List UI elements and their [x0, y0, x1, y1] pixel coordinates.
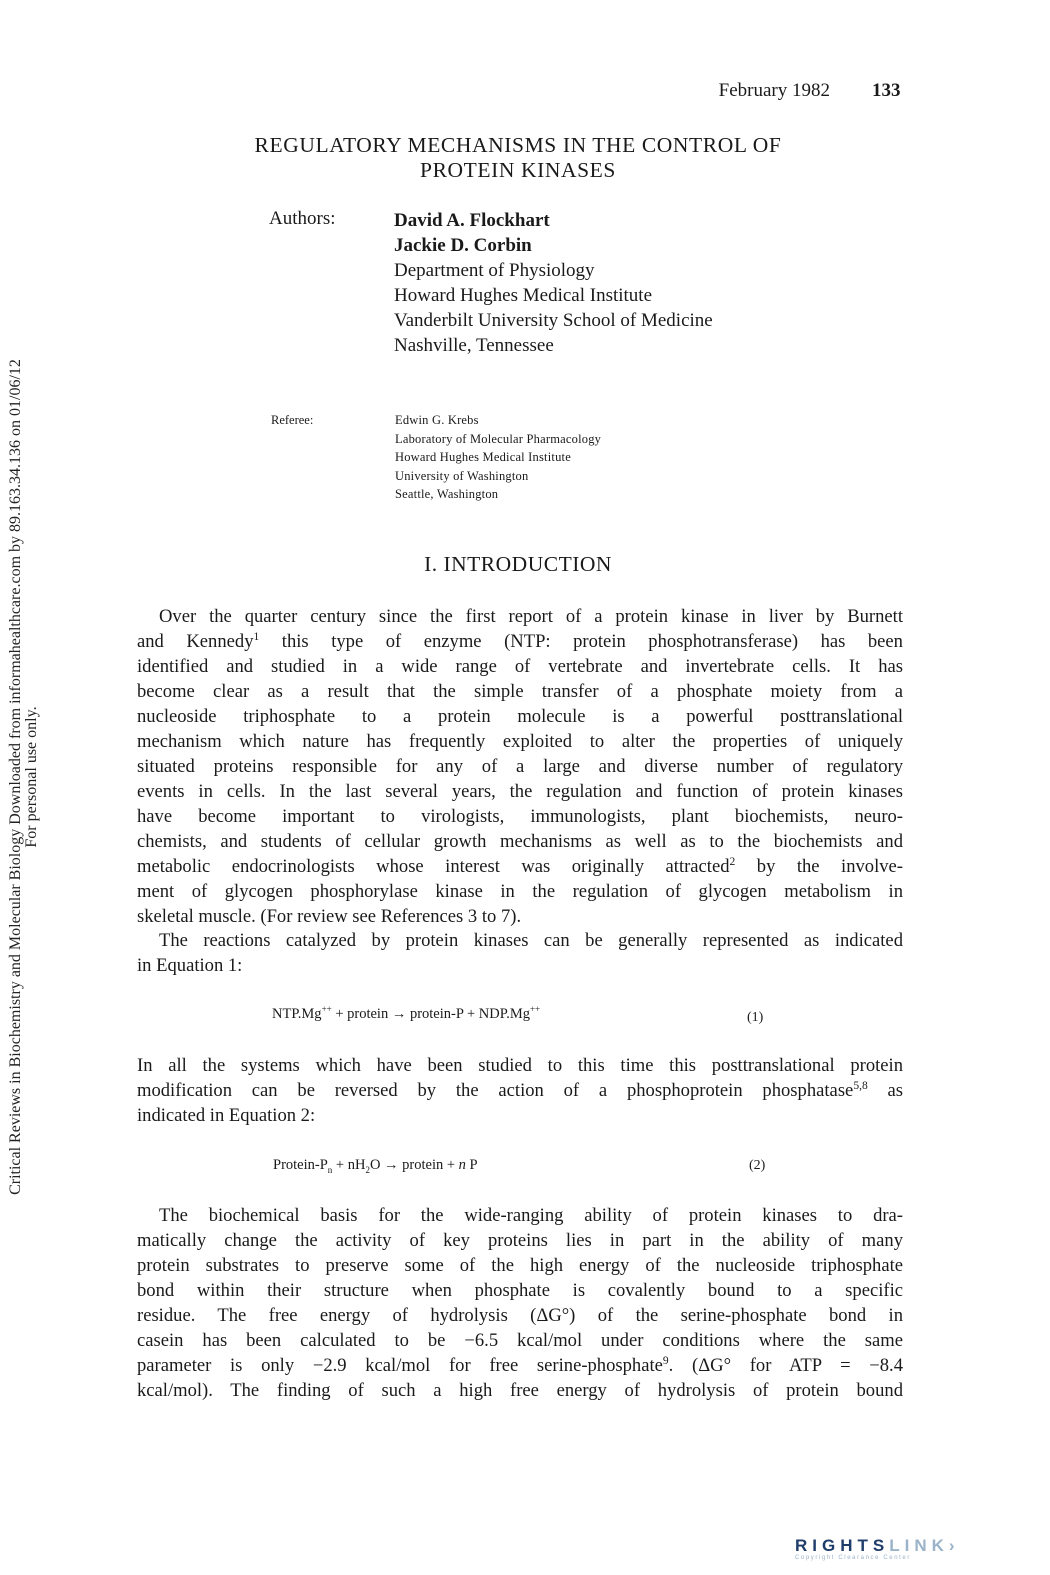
watermark-line-2: For personal use only.	[23, 706, 40, 848]
text-line: Over the quarter century since the first report of a protein kinase in liver by Burnett	[159, 606, 903, 627]
text-line: protein substrates to preserve some of the high energy of the nucleoside triphosphate	[137, 1255, 903, 1276]
text-line: chemists, and students of cellular growth mechanisms as well as to the biochemists and	[137, 831, 903, 852]
text-line: matically change the activity of key proteins lies in part in the ability of many	[137, 1230, 903, 1251]
text-line: The biochemical basis for the wide-ranging ability of protein kinases to dra-	[159, 1205, 903, 1226]
logo-word-dark: RIGHTS	[795, 1536, 890, 1555]
text-line: in Equation 1:	[137, 955, 243, 976]
referee-line: Laboratory of Molecular Pharmacology	[395, 431, 602, 446]
text-line: skeletal muscle. (For review see References 3 to 7).	[137, 906, 522, 927]
referee-line: Seattle, Washington	[395, 487, 499, 502]
paragraph	[137, 1203, 903, 1403]
affiliation-line: Department of Physiology	[394, 260, 595, 281]
affiliation-line: Nashville, Tennessee	[394, 335, 554, 356]
reference-marker: 2	[729, 855, 736, 868]
text-line: bond within their structure when phosphate is covalently bound to a specific	[137, 1280, 903, 1301]
text-line: situated proteins responsible for any of a large and diverse number of regulatory	[137, 756, 903, 777]
text-line: indicated in Equation 2:	[137, 1105, 316, 1126]
affiliation-line: Vanderbilt University School of Medicine	[394, 310, 713, 331]
reference-marker: 9	[662, 1354, 669, 1367]
header-date: February 1982	[718, 80, 830, 101]
text-line: become clear as a result that the simple transfer of a phosphate moiety from a	[137, 681, 903, 702]
rightslink-logo[interactable]	[795, 1536, 960, 1561]
authors-block	[394, 208, 713, 358]
reference-marker: 5,8	[853, 1079, 868, 1092]
article-title	[0, 133, 1036, 183]
text-line: have become important to virologists, immunologists, plant biochemists, neuro-	[137, 806, 903, 827]
equation-number: (2)	[749, 1158, 766, 1173]
equation-number: (1)	[747, 1010, 764, 1025]
referee-block	[395, 411, 601, 504]
author-name: Jackie D. Corbin	[394, 235, 532, 256]
equation-1: NTP.Mg++ + protein → protein-P + NDP.Mg++	[272, 1004, 541, 1022]
reference-marker: 1	[253, 630, 260, 643]
referee-line: University of Washington	[395, 468, 529, 483]
text-line: and Kennedy$^1$ this type of enzyme (NTP: protein phosphotransferase) has been	[137, 630, 903, 652]
text-line: metabolic endocrinologists whose interest was originally attracted$^2$ by the involve-	[137, 855, 903, 877]
logo-word-light: LINK	[889, 1536, 949, 1555]
logo-subtitle: Copyright Clearance Center	[795, 1555, 911, 1561]
equation-2: Protein-$P_n + nH_2O$ → protein + n P	[273, 1157, 478, 1175]
text-line: kcal/mol). The finding of such a high free energy of hydrolysis of protein bound	[137, 1380, 903, 1401]
title-line-2: PROTEIN KINASES	[420, 158, 616, 182]
text-line: parameter is only −2.9 kcal/mol for free serine-phosphate$^9$. (ΔG° for ATP = −8.4	[137, 1354, 903, 1376]
section-heading: I. INTRODUCTION	[424, 552, 612, 576]
text-line: casein has been calculated to be −6.5 kcal/mol under conditions where the same	[137, 1330, 903, 1351]
logo-bracket-icon: ›	[948, 1536, 960, 1555]
text-line: ment of glycogen phosphorylase kinase in the regulation of glycogen metabolism in	[137, 881, 903, 902]
paragraph	[137, 928, 903, 978]
text-line: nucleoside triphosphate to a protein molecule is a powerful posttranslational	[137, 706, 903, 727]
paragraph	[137, 604, 903, 929]
text-line: mechanism which nature has frequently exploited to alter the properties of uniquely	[137, 731, 903, 752]
text-line: events in cells. In the last several years, the regulation and function of protein kinases	[137, 781, 903, 802]
affiliation-line: Howard Hughes Medical Institute	[394, 285, 653, 306]
paragraph	[137, 1053, 903, 1128]
text-line: residue. The free energy of hydrolysis (ΔG°) of the serine-phosphate bond in	[137, 1305, 903, 1326]
referee-line: Edwin G. Krebs	[395, 413, 479, 427]
title-line-1: REGULATORY MECHANISMS IN THE CONTROL OF	[254, 133, 782, 157]
watermark-line-1: Critical Reviews in Biochemistry and Molecular Biology Downloaded from informahealthcare.com by 89.163.34.136 on 01/06/12	[7, 359, 24, 1195]
text-line: The reactions catalyzed by protein kinases can be generally represented as indicated	[159, 930, 903, 951]
page-number: 133	[872, 80, 901, 101]
text-line: identified and studied in a wide range of vertebrate and invertebrate cells. It has	[137, 656, 903, 677]
referee-label: Referee:	[271, 413, 314, 427]
text-line: In all the systems which have been studied to this time this posttranslational protein	[137, 1055, 903, 1076]
referee-line: Howard Hughes Medical Institute	[395, 450, 571, 465]
text-line: modification can be reversed by the action of a phosphoprotein phosphatase$^{5,8}$ as	[137, 1079, 903, 1101]
download-watermark	[8, 337, 40, 1217]
author-name: David A. Flockhart	[394, 210, 550, 231]
authors-label: Authors:	[269, 208, 336, 229]
